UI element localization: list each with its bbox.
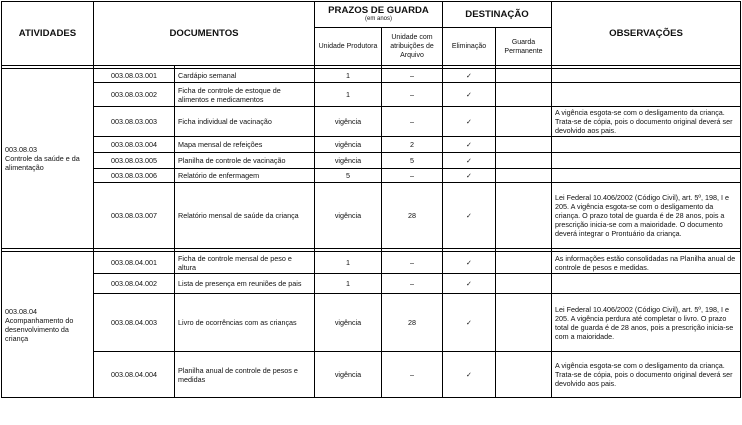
table-row xyxy=(2,137,741,153)
document-title: Livro de ocorrências com as crianças xyxy=(175,294,315,352)
prazo-unidade-arquivo: 28 xyxy=(382,294,443,352)
destinacao-eliminacao: ✓ xyxy=(443,183,496,249)
document-title: Ficha de controle mensal de peso e altura xyxy=(175,252,315,274)
document-title: Mapa mensal de refeições xyxy=(175,137,315,153)
activity-code: 003.08.03 xyxy=(5,145,37,154)
prazo-unidade-produtora: 1 xyxy=(315,252,382,274)
document-code: 003.08.04.004 xyxy=(94,352,175,398)
prazo-unidade-arquivo: 28 xyxy=(382,183,443,249)
table-row xyxy=(2,83,741,107)
destinacao-eliminacao: ✓ xyxy=(443,69,496,83)
destinacao-eliminacao: ✓ xyxy=(443,169,496,183)
prazos-title: PRAZOS DE GUARDA xyxy=(328,5,429,16)
destinacao-guarda-permanente xyxy=(496,274,552,294)
document-code: 003.08.03.002 xyxy=(94,83,175,107)
destinacao-eliminacao: ✓ xyxy=(443,252,496,274)
destinacao-guarda-permanente xyxy=(496,69,552,83)
document-title: Cardápio semanal xyxy=(175,69,315,83)
destinacao-eliminacao: ✓ xyxy=(443,83,496,107)
header-guarda-permanente: Guarda Permanente xyxy=(496,28,552,66)
prazo-unidade-produtora: vigência xyxy=(315,153,382,169)
destinacao-guarda-permanente xyxy=(496,183,552,249)
document-title: Planilha anual de controle de pesos e medidas xyxy=(175,352,315,398)
prazo-unidade-arquivo: 2 xyxy=(382,137,443,153)
prazo-unidade-arquivo: – xyxy=(382,69,443,83)
document-code: 003.08.03.007 xyxy=(94,183,175,249)
destinacao-guarda-permanente xyxy=(496,107,552,137)
header-observacoes: OBSERVAÇÕES xyxy=(552,2,741,66)
destinacao-eliminacao: ✓ xyxy=(443,107,496,137)
observacoes-text: Lei Federal 10.406/2002 (Código Civil), art. 5º, 198, I e 205. A vigência esgota-se com o desligamento da criança. O prazo total de guarda é de 28 anos, pois a prescrição inicia-se com a maioridade. O documento deverá integrar o Prontuário da criança. xyxy=(552,183,741,249)
document-code: 003.08.03.003 xyxy=(94,107,175,137)
prazos-subtitle: (em anos) xyxy=(364,16,392,22)
prazo-unidade-produtora: 1 xyxy=(315,69,382,83)
document-title: Relatório de enfermagem xyxy=(175,169,315,183)
activity-cell xyxy=(2,69,94,249)
table-row xyxy=(2,294,741,352)
activity-name: Acompanhamento do desenvolvimento da criança xyxy=(5,315,74,343)
table-row xyxy=(2,183,741,249)
destinacao-guarda-permanente xyxy=(496,252,552,274)
document-code: 003.08.03.004 xyxy=(94,137,175,153)
prazo-unidade-produtora: vigência xyxy=(315,183,382,249)
document-code: 003.08.04.002 xyxy=(94,274,175,294)
document-code: 003.08.04.003 xyxy=(94,294,175,352)
prazo-unidade-produtora: 1 xyxy=(315,83,382,107)
observacoes-text: A vigência esgota-se com o desligamento da criança. Trata-se de cópia, pois o documento original deverá ser devolvido aos pais. xyxy=(552,107,741,137)
document-title: Ficha individual de vacinação xyxy=(175,107,315,137)
document-title: Planilha de controle de vacinação xyxy=(175,153,315,169)
table-row xyxy=(2,169,741,183)
header-atividades: ATIVIDADES xyxy=(2,2,94,66)
observacoes-text xyxy=(552,83,741,107)
prazo-unidade-produtora: 5 xyxy=(315,169,382,183)
observacoes-text xyxy=(552,169,741,183)
header-row-1 xyxy=(2,2,741,28)
destinacao-eliminacao: ✓ xyxy=(443,137,496,153)
document-code: 003.08.04.001 xyxy=(94,252,175,274)
header-destinacao: DESTINAÇÃO xyxy=(443,2,552,28)
observacoes-text: Lei Federal 10.406/2002 (Código Civil), art. 5º, 198, I e 205. A vigência perdura até completar o livro. O prazo total de guarda é de 28 anos, pois a prescrição inicia-se com a maioridade. xyxy=(552,294,741,352)
destinacao-eliminacao: ✓ xyxy=(443,294,496,352)
document-title: Lista de presença em reuniões de pais xyxy=(175,274,315,294)
destinacao-eliminacao: ✓ xyxy=(443,274,496,294)
destinacao-guarda-permanente xyxy=(496,294,552,352)
activity-cell xyxy=(2,252,94,398)
prazo-unidade-produtora: vigência xyxy=(315,294,382,352)
activity-name: Controle da saúde e da alimentação xyxy=(5,154,80,172)
table-row xyxy=(2,69,741,83)
destinacao-guarda-permanente xyxy=(496,153,552,169)
header-unidade-arquivo: Unidade com atribuições de Arquivo xyxy=(382,28,443,66)
document-title: Relatório mensal de saúde da criança xyxy=(175,183,315,249)
prazo-unidade-arquivo: – xyxy=(382,352,443,398)
retention-table xyxy=(1,1,741,398)
table-row xyxy=(2,352,741,398)
observacoes-text: A vigência esgota-se com o desligamento da criança. Trata-se de cópia, pois o documento original deverá ser devolvido aos pais. xyxy=(552,352,741,398)
prazo-unidade-arquivo: – xyxy=(382,252,443,274)
header-prazos-de-guarda xyxy=(315,2,443,28)
retention-table-body xyxy=(2,69,741,398)
prazo-unidade-produtora: vigência xyxy=(315,137,382,153)
observacoes-text xyxy=(552,69,741,83)
table-row xyxy=(2,107,741,137)
prazo-unidade-arquivo: – xyxy=(382,83,443,107)
destinacao-guarda-permanente xyxy=(496,169,552,183)
prazo-unidade-produtora: vigência xyxy=(315,352,382,398)
prazo-unidade-arquivo: – xyxy=(382,107,443,137)
prazo-unidade-produtora: 1 xyxy=(315,274,382,294)
activity-code: 003.08.04 xyxy=(5,306,37,316)
destinacao-guarda-permanente xyxy=(496,83,552,107)
header-documentos: DOCUMENTOS xyxy=(94,2,315,66)
prazo-unidade-arquivo: – xyxy=(382,274,443,294)
destinacao-eliminacao: ✓ xyxy=(443,352,496,398)
prazo-unidade-produtora: vigência xyxy=(315,107,382,137)
document-code: 003.08.03.006 xyxy=(94,169,175,183)
table-row xyxy=(2,274,741,294)
table-row xyxy=(2,153,741,169)
header-eliminacao: Eliminação xyxy=(443,28,496,66)
destinacao-guarda-permanente xyxy=(496,137,552,153)
prazo-unidade-arquivo: – xyxy=(382,169,443,183)
header-unidade-produtora: Unidade Produtora xyxy=(315,28,382,66)
observacoes-text xyxy=(552,153,741,169)
document-code: 003.08.03.005 xyxy=(94,153,175,169)
table-row xyxy=(2,252,741,274)
document-code: 003.08.03.001 xyxy=(94,69,175,83)
document-title: Ficha de controle de estoque de alimentos e medicamentos xyxy=(175,83,315,107)
observacoes-text xyxy=(552,137,741,153)
observacoes-text: As informações estão consolidadas na Planilha anual de controle de pesos e medidas. xyxy=(552,252,741,274)
retention-table-wrapper xyxy=(1,1,741,398)
observacoes-text xyxy=(552,274,741,294)
prazo-unidade-arquivo: 5 xyxy=(382,153,443,169)
destinacao-eliminacao: ✓ xyxy=(443,153,496,169)
destinacao-guarda-permanente xyxy=(496,352,552,398)
